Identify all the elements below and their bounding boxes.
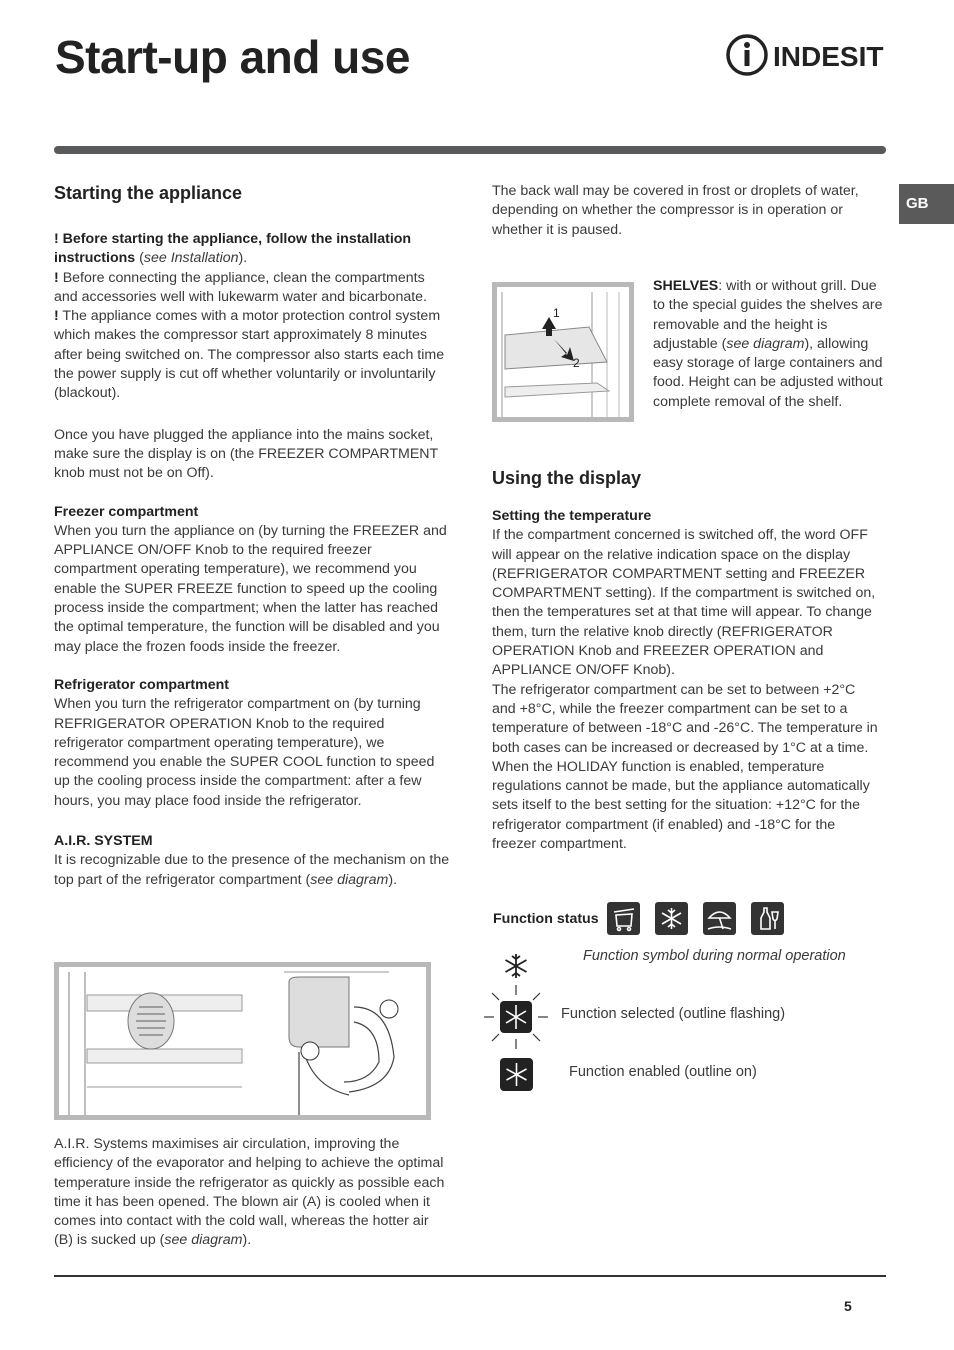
para-freezer: When you turn the appliance on (by turning the FREEZER and APPLIANCE ON/OFF Knob to the required freezer compartment operating temperature), we recommend you enable the SUPER FREEZE function to speed up the cooling process inside the compartment; when the latter has reached the optimal temperature, the function will be disabled and you may place the frozen foods inside the freezer.: [54, 522, 447, 655]
warning-motor: ! The appliance comes with a motor protection control system which makes the compressor start approximately 8 minutes after being switched on. The compressor also starts each time the power supply is cut off whether voluntarily or involuntarily (blackout).: [54, 308, 445, 402]
page-number: 5: [844, 1298, 852, 1314]
page-title: Start-up and use: [55, 31, 410, 83]
function-status-label: Function status: [493, 911, 599, 927]
heading-air: A.I.R. SYSTEM: [54, 833, 153, 850]
para-range: The refrigerator compartment can be set to between +2°C and +8°C, while the freezer compartment can be set to a temperature of between -18°C and -26°C. The temperature in both cases can be increased or decreased by 1°C at a time.: [492, 681, 878, 756]
snowflake-enabled-icon: [500, 1058, 533, 1091]
supercool-icon: [607, 902, 640, 935]
brand-text: INDESIT: [773, 41, 884, 72]
shelf-label-2: 2: [573, 356, 580, 370]
language-tab: GB: [899, 184, 954, 224]
air-explanation: [54, 1135, 450, 1251]
legend-normal: Function symbol during normal operation: [583, 948, 846, 964]
footer-rule: [54, 1275, 886, 1277]
indesit-logo-mark: [725, 33, 887, 77]
para-setting: If the compartment concerned is switched off, the word OFF will appear on the relative indication space on the display (REFRIGERATOR COMPARTMENT setting and FREEZER COMPARTMENT setting). If the compartment is switched on, then the temperatures set at that time will appear. To change them, turn the relative knob directly (REFRIGERATOR OPERATION Knob and FREEZER OPERATION and APPLIANCE ON/OFF Knob).: [492, 527, 876, 679]
warning-clean: ! Before connecting the appliance, clean the compartments and accessories well with lukewarm water and bicarbonate.: [54, 269, 427, 305]
para-backwall: The back wall may be covered in frost or droplets of water, depending on whether the compressor is in operation or whether it is paused.: [492, 183, 859, 238]
legend-selected: Function selected (outline flashing): [561, 1006, 786, 1022]
warning-installation-bold: ! Before starting the appliance, follow the installation instructions: [54, 231, 412, 267]
header-rule: [54, 146, 886, 154]
para-holiday: When the HOLIDAY function is enabled, temperature regulations cannot be made, but the appliance automatically sets itself to the best setting for the situation: +12°C for the refrigerator compartment (if enabled) and -18°C for the freezer compartment.: [492, 758, 870, 853]
right-column-top: [492, 182, 880, 240]
holiday-icon: [703, 902, 736, 935]
warning-installation-ref: see Installation: [143, 250, 239, 267]
heading-starting: Starting the appliance: [54, 183, 243, 203]
heading-setting: Setting the temperature: [492, 508, 652, 524]
air-system-diagram: [54, 962, 431, 1120]
para-plugged: Once you have plugged the appliance into the mains socket, make sure the display is on (the FREEZER COMPARTMENT knob must not be on Off).: [54, 426, 438, 482]
warning-installation: ! Before starting the appliance, follow the installation instructions (see Installation).: [54, 231, 412, 267]
para-air: It is recognizable due to the presence of the mechanism on the top part of the refrigerator compartment (see diagram).: [54, 852, 450, 888]
heading-freezer: Freezer compartment: [54, 503, 199, 520]
shelf-label-1: 1: [553, 306, 560, 320]
shelves-text: [653, 277, 885, 412]
heading-display: Using the display: [492, 468, 642, 488]
superfreeze-icon: [655, 902, 688, 935]
display-section: [492, 467, 882, 854]
heading-fridge: Refrigerator compartment: [54, 676, 230, 693]
left-column: [54, 182, 450, 890]
indesit-logo: [725, 33, 887, 77]
warning-clean-text: Before connecting the appliance, clean the compartments and accessories well with lukewarm water and bicarbonate.: [54, 269, 427, 305]
para-shelves: SHELVES: with or without grill. Due to the special guides the shelves are removable and the height is adjustable (see diagram), allowing easy storage of large containers and food. Height can be adjusted without complete removal of the shelf.: [653, 278, 883, 410]
shelves-diagram: [492, 282, 634, 422]
legend-enabled: Function enabled (outline on): [569, 1064, 757, 1080]
snowflake-normal-icon: [502, 952, 530, 980]
drinks-chill-icon: [751, 902, 784, 935]
para-air2: A.I.R. Systems maximises air circulation, improving the efficiency of the evaporator and helping to achieve the optimal temperature inside the refrigerator as quickly as possible each time it has been opened. The blown air (A) is cooled when it comes into contact with the cold wall, whereas the hotter air (B) is sucked up (see diagram).: [54, 1136, 445, 1249]
snowflake-selected-icon: [484, 985, 548, 1049]
warning-motor-text: The appliance comes with a motor protection control system which makes the compressor start approximately 8 minutes after being switched on. The compressor also starts each time the power supply is cut off whether voluntarily or involuntarily (blackout).: [54, 308, 445, 402]
para-fridge: When you turn the refrigerator compartment on (by turning REFRIGERATOR OPERATION Knob to the required refrigerator compartment operating temperature), we recommend you enable the SUPER COOL function to speed up the cooling process inside the compartment: after a few hours, you may place food inside the refrigerator.: [54, 696, 435, 809]
